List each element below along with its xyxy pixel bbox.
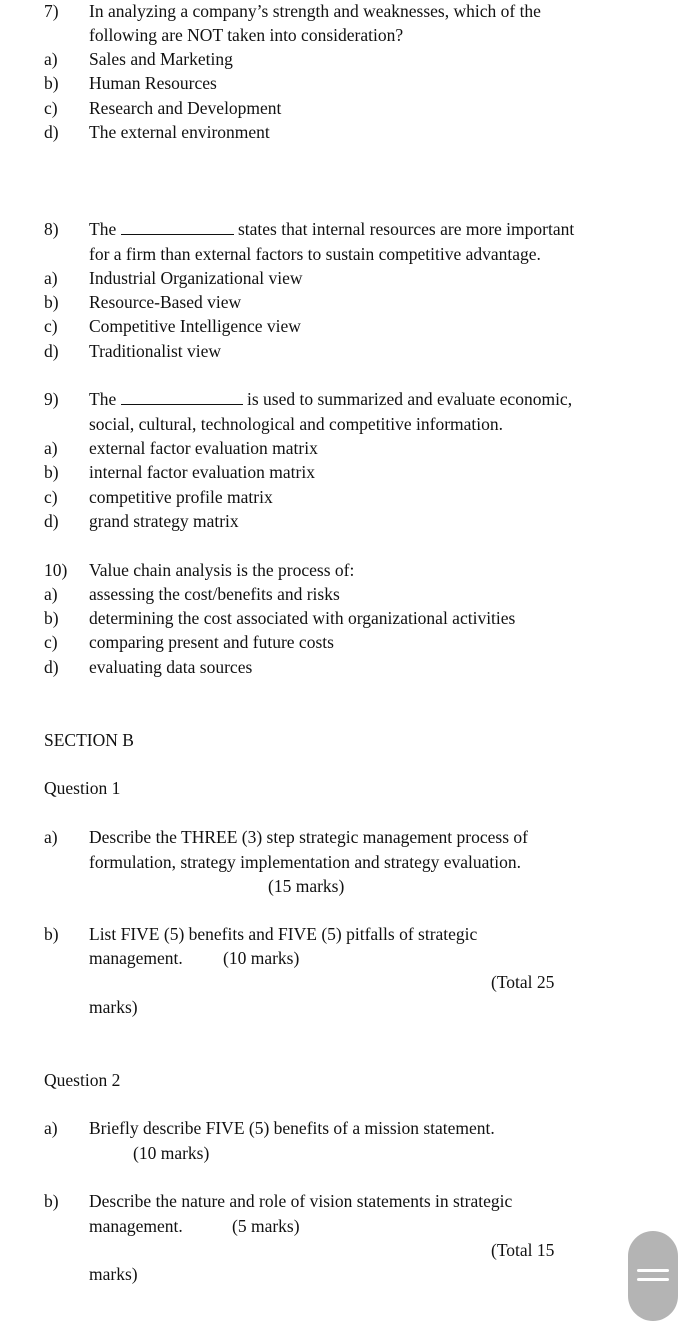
- question-9-stem-line-1: [89, 388, 572, 410]
- q2-total: (Total 15: [491, 1240, 555, 1260]
- option-letter: b): [44, 462, 59, 482]
- option-text: Industrial Organizational view: [89, 268, 303, 288]
- question-7-stem-line-1: In analyzing a company’s strength and weaknesses, which of the: [89, 1, 541, 21]
- option-letter: b): [44, 292, 59, 312]
- grip-line-icon: [637, 1278, 669, 1281]
- question-2-title: Question 2: [44, 1070, 121, 1090]
- option-letter: a): [44, 584, 58, 604]
- option-text: comparing present and future costs: [89, 632, 334, 652]
- question-7-number: 7): [44, 1, 59, 21]
- part-letter: a): [44, 1118, 58, 1138]
- q1b-line-1: List FIVE (5) benefits and FIVE (5) pitfalls of strategic: [89, 924, 478, 944]
- question-8-stem-line-1: [89, 218, 574, 240]
- stem-after-blank: states that internal resources are more important: [237, 219, 575, 239]
- q1a-line-2: formulation, strategy implementation and strategy evaluation.: [89, 852, 522, 872]
- option-letter: d): [44, 341, 59, 361]
- question-9-number: 9): [44, 389, 59, 409]
- option-letter: c): [44, 98, 58, 118]
- question-10-number: 10): [44, 560, 68, 580]
- option-letter: b): [44, 73, 59, 93]
- option-text: Research and Development: [89, 98, 282, 118]
- question-7-stem-line-2: following are NOT taken into consideration?: [89, 25, 404, 45]
- q2a-marks: (10 marks): [133, 1143, 210, 1163]
- option-text: Sales and Marketing: [89, 49, 233, 69]
- option-letter: a): [44, 49, 58, 69]
- option-letter: d): [44, 657, 59, 677]
- stem-before-blank: The: [89, 389, 117, 409]
- q1-total-continued: marks): [89, 997, 138, 1017]
- part-letter: a): [44, 827, 58, 847]
- q1a-marks: (15 marks): [268, 876, 345, 896]
- option-letter: c): [44, 316, 58, 336]
- q1b-marks: (10 marks): [223, 948, 300, 968]
- option-letter: d): [44, 122, 59, 142]
- q1a-line-1: Describe the THREE (3) step strategic management process of: [89, 827, 528, 847]
- section-b-heading: SECTION B: [44, 730, 134, 750]
- option-text: Competitive Intelligence view: [89, 316, 301, 336]
- option-letter: b): [44, 608, 59, 628]
- part-letter: b): [44, 924, 59, 944]
- option-text: internal factor evaluation matrix: [89, 462, 315, 482]
- option-letter: c): [44, 632, 58, 652]
- option-text: competitive profile matrix: [89, 487, 273, 507]
- option-text: assessing the cost/benefits and risks: [89, 584, 340, 604]
- option-text: The external environment: [89, 122, 270, 142]
- stem-after-blank: is used to summarized and evaluate economic,: [246, 389, 573, 409]
- question-8-number: 8): [44, 219, 59, 239]
- part-letter: b): [44, 1191, 59, 1211]
- option-letter: a): [44, 438, 58, 458]
- option-text: Resource-Based view: [89, 292, 242, 312]
- option-text: Human Resources: [89, 73, 217, 93]
- option-letter: a): [44, 268, 58, 288]
- fill-in-blank: [121, 390, 243, 405]
- option-letter: c): [44, 487, 58, 507]
- option-text: grand strategy matrix: [89, 511, 239, 531]
- fill-in-blank: [121, 220, 234, 235]
- option-letter: d): [44, 511, 59, 531]
- q1b-line-2: management.: [89, 948, 183, 968]
- option-text: evaluating data sources: [89, 657, 253, 677]
- q2-total-continued: marks): [89, 1264, 138, 1284]
- option-text: determining the cost associated with organizational activities: [89, 608, 516, 628]
- question-10-stem: Value chain analysis is the process of:: [89, 560, 355, 580]
- q2b-line-1: Describe the nature and role of vision statements in strategic: [89, 1191, 513, 1211]
- q2a-line-1: Briefly describe FIVE (5) benefits of a mission statement.: [89, 1118, 495, 1138]
- question-8-stem-line-2: for a firm than external factors to sustain competitive advantage.: [89, 244, 541, 264]
- question-9-stem-line-2: social, cultural, technological and competitive information.: [89, 414, 504, 434]
- grip-line-icon: [637, 1269, 669, 1272]
- option-text: external factor evaluation matrix: [89, 438, 318, 458]
- q1-total: (Total 25: [491, 972, 555, 992]
- q2b-line-2: management.: [89, 1216, 183, 1236]
- option-text: Traditionalist view: [89, 341, 222, 361]
- question-1-title: Question 1: [44, 778, 121, 798]
- stem-before-blank: The: [89, 219, 117, 239]
- q2b-marks: (5 marks): [232, 1216, 300, 1236]
